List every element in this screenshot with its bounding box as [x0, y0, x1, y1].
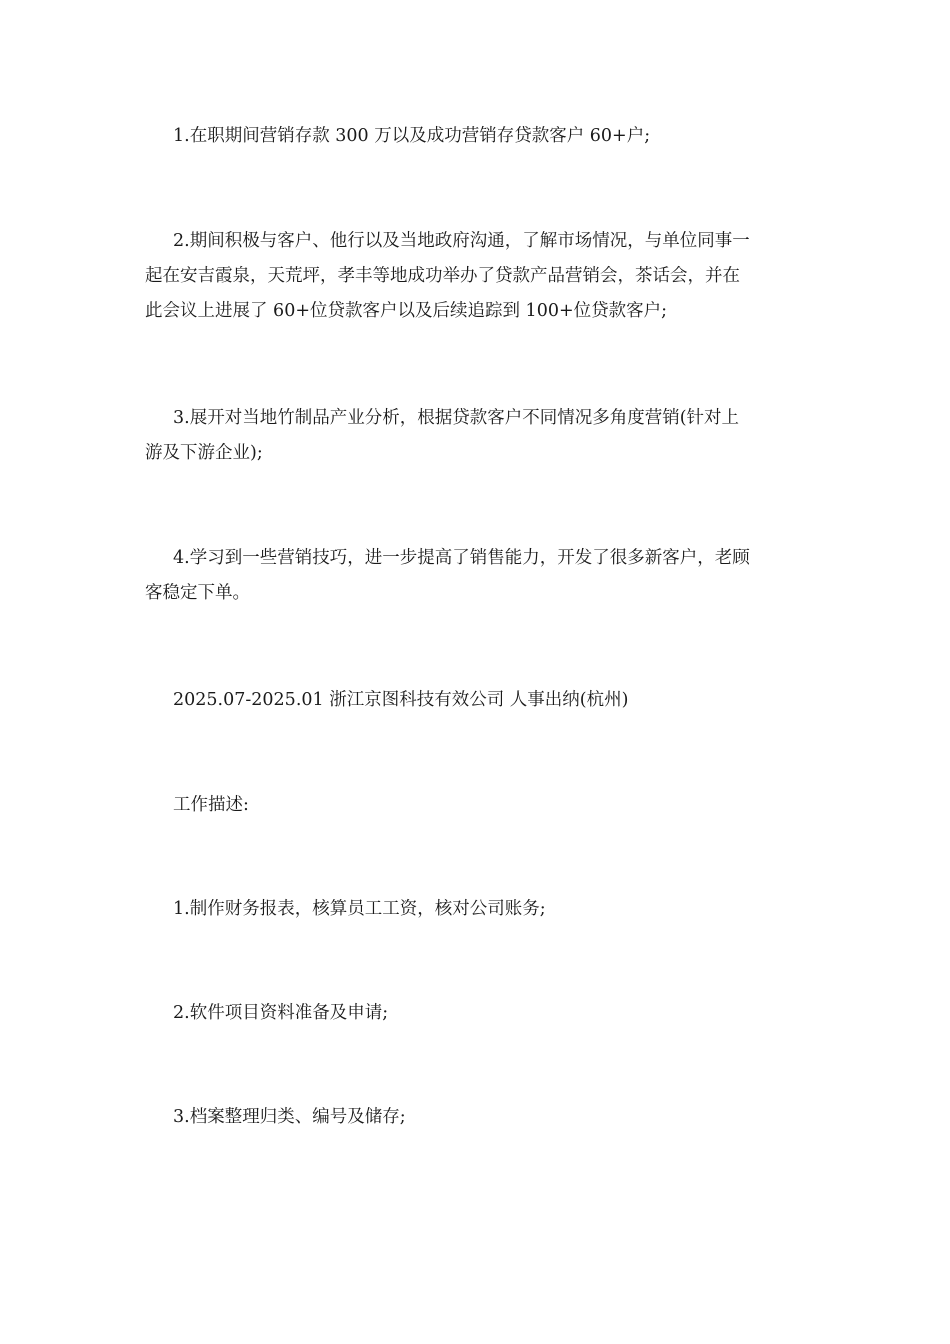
- paragraph-line: 4.学习到一些营销技巧，进一步提高了销售能力，开发了很多新客户，老顾: [173, 548, 750, 568]
- paragraph-line: 游及下游企业);: [145, 443, 263, 463]
- marketing-item-4: [145, 541, 810, 611]
- work-description-label: [145, 788, 810, 823]
- paragraph-line: 1.制作财务报表，核算员工工资，核对公司账务;: [173, 899, 546, 919]
- cashier-item-2: [145, 996, 810, 1031]
- marketing-item-1: [145, 119, 810, 154]
- marketing-item-3: [145, 401, 810, 471]
- paragraph-line: 3.展开对当地竹制品产业分析，根据贷款客户不同情况多角度营销(针对上: [173, 408, 740, 428]
- marketing-item-2: [145, 224, 810, 329]
- job-header-text: 2025.07-2025.01 浙江京图科技有效公司 人事出纳(杭州): [173, 690, 629, 710]
- work-description-text: 工作描述:: [173, 795, 249, 815]
- paragraph-line: 此会议上进展了 60+位贷款客户以及后续追踪到 100+位贷款客户;: [145, 301, 668, 321]
- cashier-item-1: [145, 892, 810, 927]
- paragraph-line: 1.在职期间营销存款 300 万以及成功营销存贷款客户 60+户;: [173, 126, 651, 146]
- paragraph-line: 起在安吉霞泉，天荒坪，孝丰等地成功举办了贷款产品营销会，茶话会，并在: [145, 266, 740, 286]
- paragraph-line: 2.软件项目资料准备及申请;: [173, 1003, 389, 1023]
- paragraph-line: 2.期间积极与客户、他行以及当地政府沟通，了解市场情况，与单位同事一: [173, 231, 750, 251]
- paragraph-line: 客稳定下单。: [145, 583, 250, 603]
- cashier-item-3: [145, 1100, 810, 1135]
- job-header: [145, 683, 810, 718]
- paragraph-line: 3.档案整理归类、编号及储存;: [173, 1107, 406, 1127]
